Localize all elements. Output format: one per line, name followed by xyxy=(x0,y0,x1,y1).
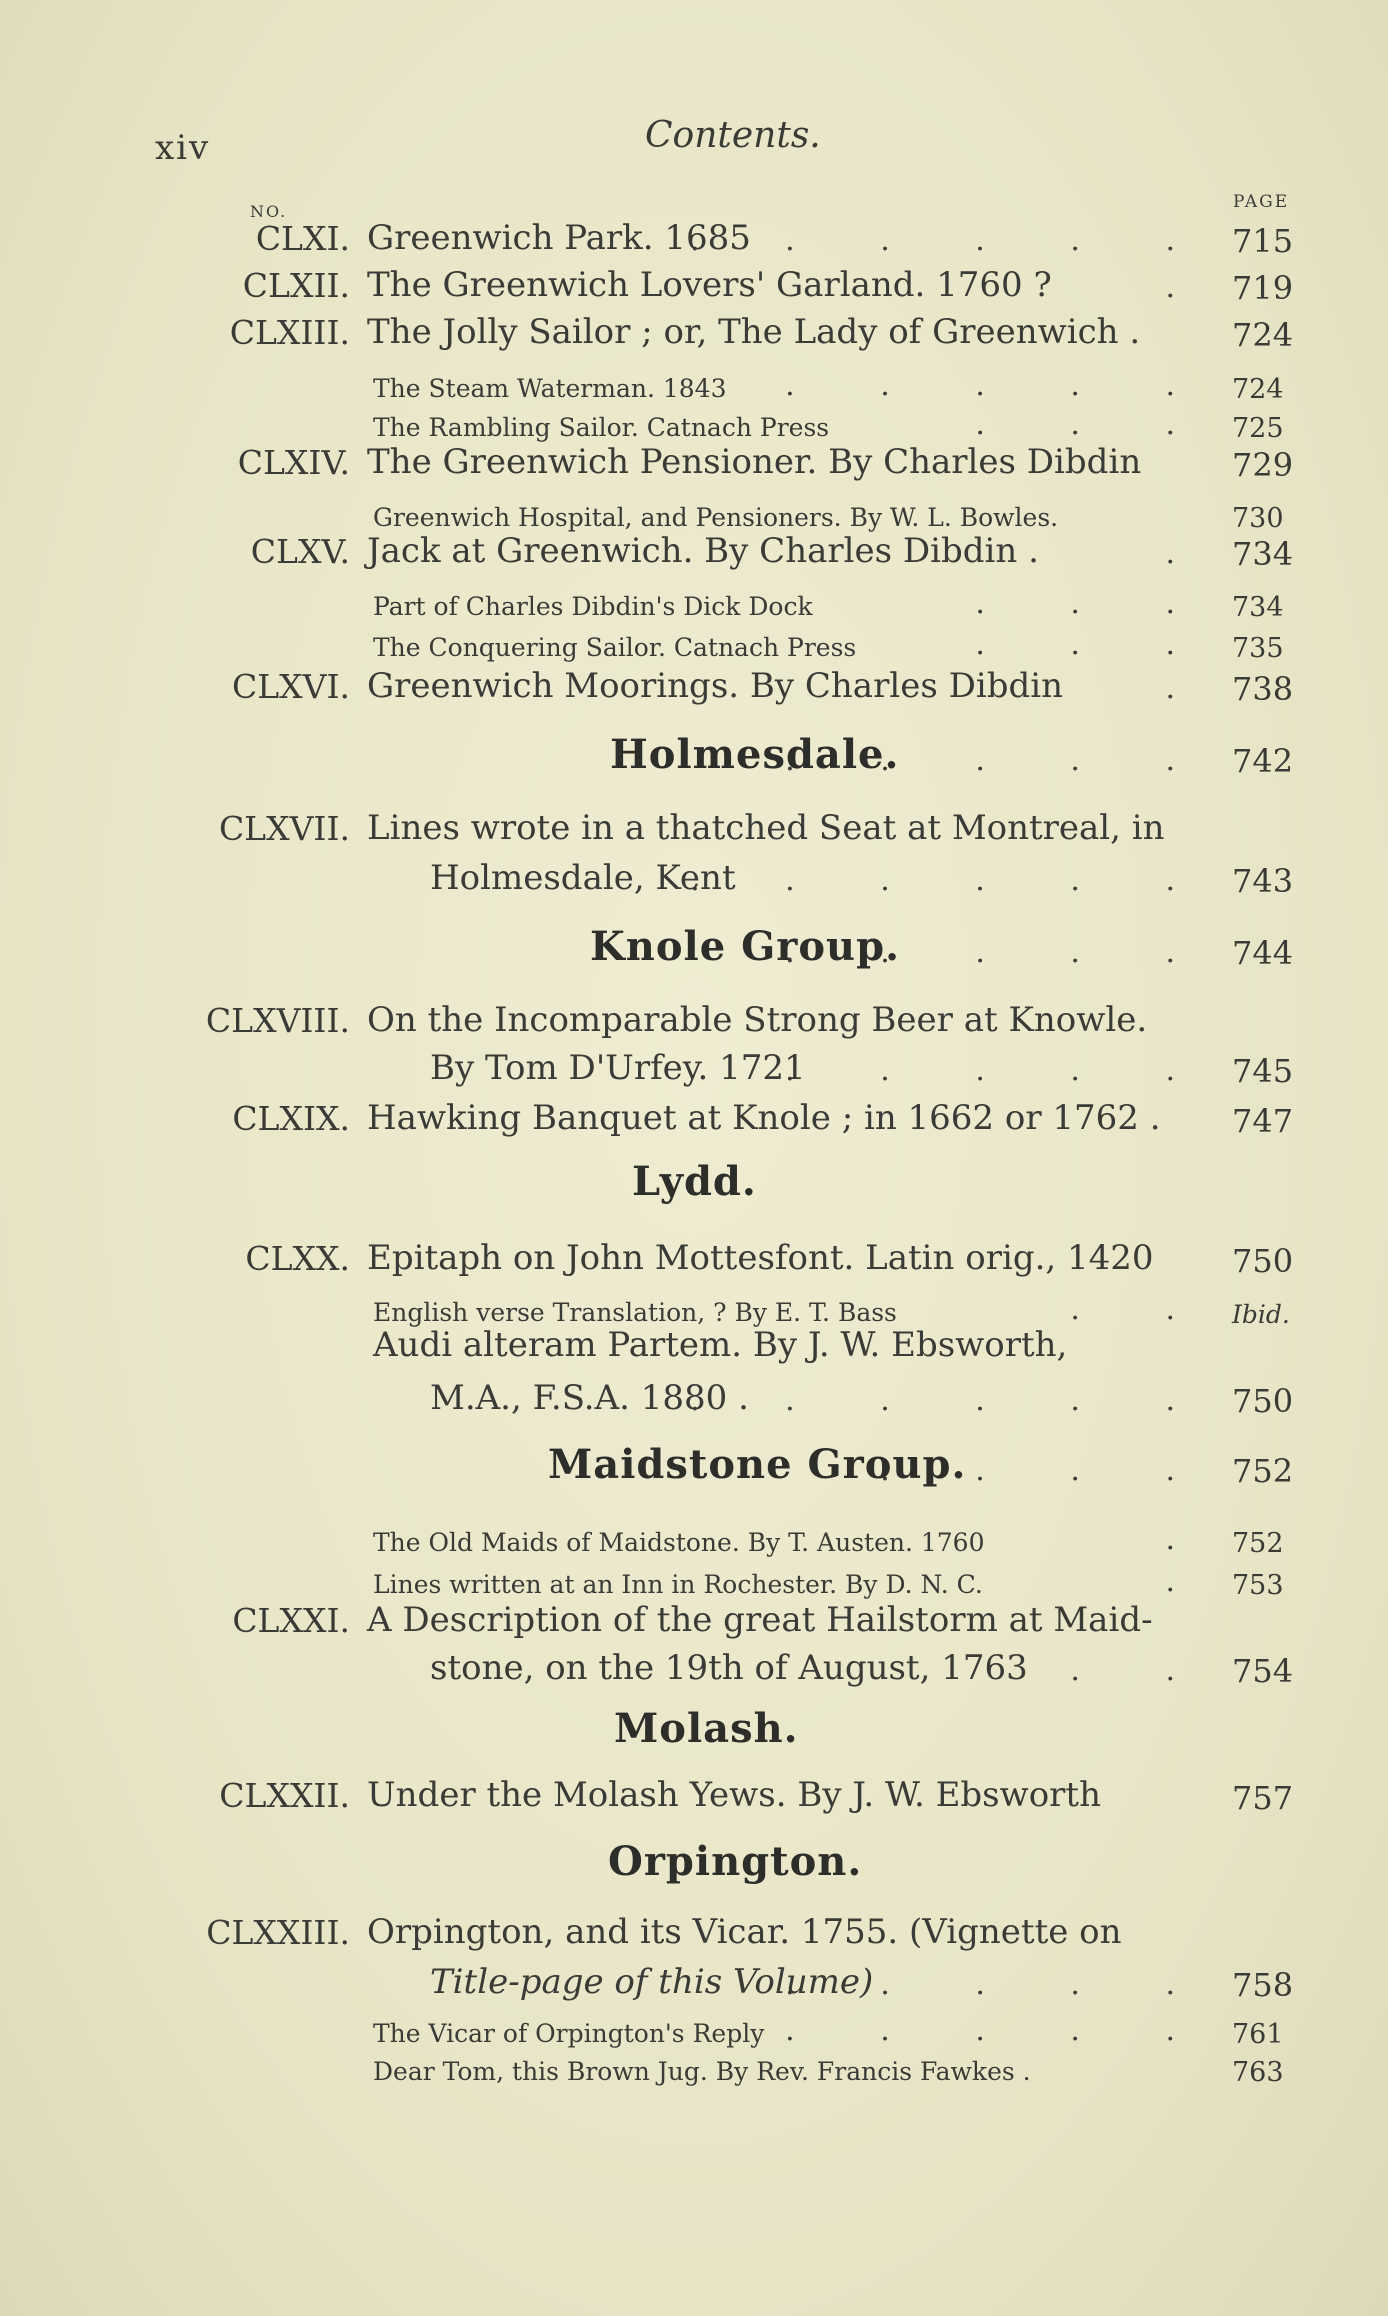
entry-number: CLXII. xyxy=(242,266,350,305)
toc-entry xyxy=(0,531,1388,575)
entry-title: The Greenwich Lovers' Garland. 1760 ? xyxy=(367,265,1052,305)
entry-title: A Description of the great Hailstorm at Maid- xyxy=(367,1600,1153,1640)
toc-subentry xyxy=(0,2046,1388,2090)
section-heading-text: Molash. xyxy=(614,1705,799,1752)
entry-title: The Conquering Sailor. Catnach Press xyxy=(373,633,857,662)
entry-title: Under the Molash Yews. By J. W. Ebsworth xyxy=(367,1775,1101,1815)
entry-page: 750 xyxy=(1232,1242,1294,1280)
toc-entry xyxy=(0,1600,1388,1644)
leader-dots: . . . . . . xyxy=(690,863,1213,898)
entry-title: Lines wrote in a thatched Seat at Montreal, in xyxy=(367,808,1165,848)
toc-entry xyxy=(0,312,1388,356)
toc-entry xyxy=(0,1238,1388,1282)
section-heading xyxy=(0,923,1388,974)
entry-page: 730 xyxy=(1232,503,1284,534)
toc-entry-continuation xyxy=(0,1378,1388,1422)
running-title: Contents. xyxy=(645,115,821,156)
leader-dots: . . . xyxy=(975,407,1213,442)
entry-title: Holmesdale, Kent xyxy=(430,858,736,898)
toc-subentry xyxy=(0,363,1388,407)
entry-title: Epitaph on John Mottesfont. Latin orig., 1420 xyxy=(367,1238,1154,1278)
entry-page: 724 xyxy=(1232,374,1284,405)
entry-number: CLXIX. xyxy=(232,1099,350,1138)
entry-page: 743 xyxy=(1232,862,1294,900)
column-header-page: PAGE xyxy=(1233,192,1290,212)
toc-entry xyxy=(0,265,1388,309)
toc-subentry xyxy=(0,492,1388,536)
entry-title: stone, on the 19th of August, 1763 xyxy=(430,1648,1028,1688)
toc-entry xyxy=(0,1775,1388,1819)
entry-number: CLXXII. xyxy=(219,1776,350,1815)
entry-title: Jack at Greenwich. By Charles Dibdin . xyxy=(367,531,1039,571)
entry-title: By Tom D'Urfey. 1721 xyxy=(430,1048,806,1088)
toc-entry xyxy=(0,808,1388,852)
entry-title: The Steam Waterman. 1843 xyxy=(373,374,727,403)
section-heading xyxy=(0,1838,1388,1889)
toc-subentry xyxy=(0,1517,1388,1561)
toc-entry-continuation xyxy=(0,1048,1388,1092)
entry-title: Dear Tom, this Brown Jug. By Rev. Francis Fawkes . xyxy=(373,2057,1031,2086)
leader-dots: . xyxy=(1165,1522,1213,1557)
toc-subentry xyxy=(0,622,1388,666)
entry-title: The Rambling Sailor. Catnach Press xyxy=(373,413,830,442)
entry-page: 725 xyxy=(1232,413,1284,444)
entry-title: The Jolly Sailor ; or, The Lady of Greenwich . xyxy=(367,312,1141,352)
entry-title: Greenwich Park. 1685 xyxy=(367,218,751,258)
leader-dots: . xyxy=(1165,1564,1213,1599)
entry-title: Orpington, and its Vicar. 1755. (Vignette on xyxy=(367,1912,1122,1952)
entry-page: 735 xyxy=(1232,633,1284,664)
leader-dots: . . . xyxy=(975,627,1213,662)
leader-dots: . . . . . . xyxy=(690,1383,1213,1418)
entry-title: The Greenwich Pensioner. By Charles Dibdin xyxy=(367,442,1142,482)
leader-dots: . . . xyxy=(975,586,1213,621)
entry-page: 738 xyxy=(1232,670,1294,708)
entry-title: Greenwich Hospital, and Pensioners. By W. L. Bowles. xyxy=(373,503,1059,532)
entry-page: Ibid. xyxy=(1232,1300,1290,1329)
section-heading-text: Lydd. xyxy=(632,1158,757,1205)
entry-number: CLXI. xyxy=(255,219,350,258)
leader-dots: . . xyxy=(1070,1292,1213,1327)
entry-title: Lines written at an Inn in Rochester. By D. N. C. xyxy=(373,1570,983,1599)
entry-number: CLXXIII. xyxy=(206,1913,350,1952)
section-heading-text: Knole Group. xyxy=(590,923,900,970)
entry-title: M.A., F.S.A. 1880 . xyxy=(430,1378,749,1418)
entry-page: 745 xyxy=(1232,1052,1294,1090)
entry-page: 754 xyxy=(1232,1652,1294,1690)
leader-dots: . . . . . . xyxy=(690,223,1213,258)
entry-page: 729 xyxy=(1232,446,1294,484)
section-heading xyxy=(0,731,1388,782)
entry-page: 763 xyxy=(1232,2057,1284,2088)
entry-page: 724 xyxy=(1232,316,1294,354)
entry-page: 715 xyxy=(1232,222,1294,260)
toc-entry xyxy=(0,1000,1388,1044)
leader-dots: . . . . . xyxy=(785,1053,1213,1088)
entry-title: Part of Charles Dibdin's Dick Dock xyxy=(373,592,813,621)
entry-page: 719 xyxy=(1232,269,1294,307)
entry-page: 761 xyxy=(1232,2019,1284,2050)
section-heading xyxy=(0,1158,1388,1209)
toc-entry-continuation xyxy=(0,858,1388,902)
entry-title: Hawking Banquet at Knole ; in 1662 or 1762 . xyxy=(367,1098,1161,1138)
leader-dots: . xyxy=(1165,536,1213,571)
entry-page: 744 xyxy=(1232,934,1294,972)
toc-subentry xyxy=(0,581,1388,625)
leader-dots: . . . . . xyxy=(785,2013,1213,2048)
entry-number: CLXVII. xyxy=(218,809,350,848)
entry-title: English verse Translation, ? By E. T. Bass xyxy=(373,1298,897,1327)
section-heading-text: Orpington. xyxy=(608,1838,863,1885)
entry-title: The Vicar of Orpington's Reply xyxy=(373,2019,765,2048)
toc-entry xyxy=(0,1912,1388,1956)
leader-dots: . . . . xyxy=(880,1453,1213,1488)
leader-dots: . . . . . xyxy=(785,935,1213,970)
entry-title: Audi alteram Partem. By J. W. Ebsworth, xyxy=(373,1325,1068,1365)
entry-title: Title-page of this Volume) xyxy=(430,1962,874,2002)
section-heading xyxy=(0,1441,1388,1492)
section-heading xyxy=(0,1705,1388,1756)
leader-dots: . . . . . xyxy=(785,1967,1213,2002)
leader-dots: . xyxy=(1165,270,1213,305)
toc-entry xyxy=(0,218,1388,262)
entry-number: CLXXI. xyxy=(232,1601,350,1640)
toc-entry-continuation xyxy=(0,1962,1388,2006)
entry-page: 734 xyxy=(1232,535,1294,573)
entry-title: Greenwich Moorings. By Charles Dibdin xyxy=(367,666,1064,706)
entry-number: CLXVI. xyxy=(231,667,350,706)
entry-page: 753 xyxy=(1232,1570,1284,1601)
roman-page-number: xiv xyxy=(155,128,211,168)
toc-subentry xyxy=(0,1559,1388,1603)
toc-entry xyxy=(0,1098,1388,1142)
entry-page: 734 xyxy=(1232,592,1284,623)
entry-number: CLXIV. xyxy=(237,443,350,482)
entry-page: 752 xyxy=(1232,1528,1284,1559)
column-header-no: NO. xyxy=(250,202,288,221)
entry-page: 757 xyxy=(1232,1779,1294,1817)
entry-number: CLXVIII. xyxy=(205,1001,350,1040)
toc-entry xyxy=(0,1325,1388,1369)
leader-dots: . . . . . xyxy=(785,368,1213,403)
entry-number: CLXIII. xyxy=(229,313,350,352)
section-heading-text: Holmesdale. xyxy=(610,731,900,778)
entry-page: 750 xyxy=(1232,1382,1294,1420)
entry-title: On the Incomparable Strong Beer at Knowle. xyxy=(367,1000,1148,1040)
entry-page: 758 xyxy=(1232,1966,1294,2004)
toc-subentry xyxy=(0,402,1388,446)
toc-entry xyxy=(0,666,1388,710)
entry-page: 742 xyxy=(1232,742,1294,780)
entry-number: CLXX. xyxy=(245,1239,350,1278)
toc-entry-continuation xyxy=(0,1648,1388,1692)
toc-entry xyxy=(0,442,1388,486)
entry-number: CLXV. xyxy=(250,532,350,571)
entry-page: 747 xyxy=(1232,1102,1294,1140)
entry-title: The Old Maids of Maidstone. By T. Austen. 1760 xyxy=(373,1528,985,1557)
leader-dots: . . . . . xyxy=(785,743,1213,778)
leader-dots: . xyxy=(1165,671,1213,706)
entry-page: 752 xyxy=(1232,1452,1294,1490)
leader-dots: . . xyxy=(1070,1653,1213,1688)
section-heading-text: Maidstone Group. xyxy=(548,1441,967,1488)
